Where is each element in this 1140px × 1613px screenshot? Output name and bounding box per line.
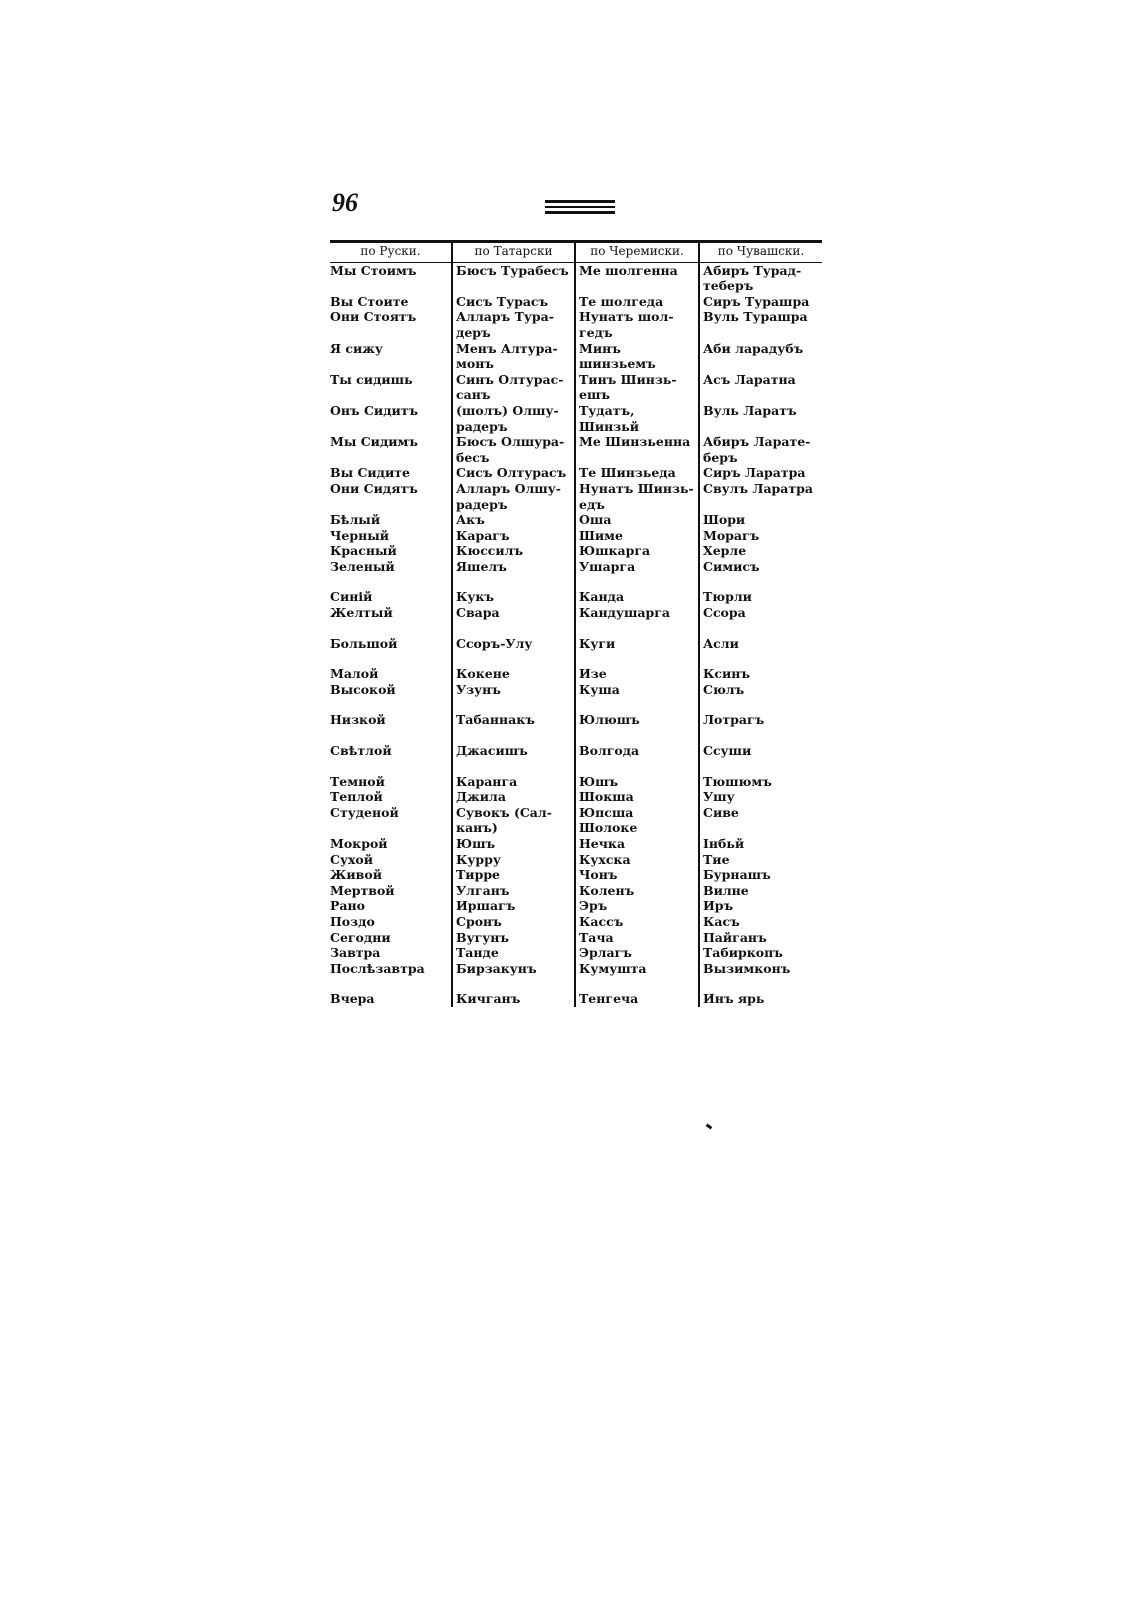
cell-russian: Сухой (330, 851, 374, 867)
cell-cheremis (575, 976, 699, 991)
cell-tatar: Узунъ (452, 682, 575, 698)
cell-russian: Ты сидишь (330, 371, 413, 387)
table-row (330, 666, 822, 682)
cell-russian: Поздо (330, 913, 375, 929)
cell-cheremis: Куги (575, 636, 699, 652)
cell-russian (330, 574, 452, 589)
ink-speck (706, 1124, 713, 1130)
cell-cheremis: Канда (575, 589, 699, 605)
table-row (330, 403, 822, 434)
table-row (330, 465, 822, 481)
cell-chuvash: Тюрли (699, 589, 822, 605)
cell-tatar: Сронъ (452, 914, 575, 930)
cell-chuvash: Сиръ Турашра (699, 294, 822, 310)
cell-tatar: Сисъ Турасъ (452, 294, 575, 310)
cell-cheremis: Юшкарга (575, 543, 699, 559)
table-row (330, 759, 822, 774)
cell-chuvash (699, 621, 822, 636)
table-row (330, 836, 822, 852)
cell-chuvash: Херле (699, 543, 822, 559)
table-row (330, 481, 822, 512)
cell-cheremis: Те Шинзьеда (575, 465, 699, 481)
table-row (330, 898, 822, 914)
cell-cheremis (575, 697, 699, 712)
cell-chuvash: Асъ Ларатна (699, 372, 822, 403)
table-row (330, 574, 822, 589)
cell-cheremis: Чонъ (575, 867, 699, 883)
table-row (330, 682, 822, 698)
cell-cheremis: Шокша (575, 789, 699, 805)
cell-cheremis (575, 651, 699, 666)
cell-russian (330, 728, 452, 743)
cell-russian: Рано (330, 898, 365, 914)
cell-russian: Завтра (330, 945, 381, 961)
cell-chuvash: Тюшюмъ (699, 774, 822, 790)
cell-chuvash (699, 976, 822, 991)
cell-tatar (452, 621, 575, 636)
table-row (330, 341, 822, 372)
cell-cheremis: Куша (575, 682, 699, 698)
cell-cheremis: Шиме (575, 528, 699, 544)
cell-tatar: Свара (452, 605, 575, 621)
cell-tatar (452, 697, 575, 712)
cell-tatar: Алларъ Олшу- радеръ (452, 481, 575, 512)
cell-tatar: Кукъ (452, 589, 575, 605)
cell-tatar: Акъ (452, 512, 575, 528)
cell-chuvash: Лотрагъ (699, 712, 822, 728)
cell-chuvash: Асли (699, 636, 822, 652)
cell-tatar (452, 976, 575, 991)
cell-chuvash: Вилне (699, 883, 822, 899)
table-row (330, 294, 822, 310)
cell-russian: Мы Стоимъ (330, 262, 417, 278)
cell-cheremis (575, 728, 699, 743)
cell-tatar: Бюсъ Олшура- бесъ (452, 434, 575, 465)
header-cheremis: по Черемиски. (575, 243, 699, 262)
cell-tatar: Менъ Алтура- монъ (452, 341, 575, 372)
cell-russian: Послѣзавтра (330, 960, 425, 976)
header-chuvash: по Чувашски. (699, 243, 822, 262)
cell-tatar: Бюсъ Турабесъ (452, 262, 575, 294)
cell-tatar: Иршагъ (452, 898, 575, 914)
cell-russian: Вы Стоите (330, 293, 409, 309)
table-row (330, 651, 822, 666)
cell-chuvash: Абиръ Ларате- беръ (699, 434, 822, 465)
table-row (330, 697, 822, 712)
cell-russian (330, 697, 452, 712)
table-row (330, 712, 822, 728)
cell-cheremis: Ме шолгенна (575, 262, 699, 294)
cell-tatar: Ссоръ-Улу (452, 636, 575, 652)
cell-tatar: Каранга (452, 774, 575, 790)
cell-chuvash: Иръ (699, 898, 822, 914)
cell-chuvash: Вызимконъ (699, 961, 822, 977)
table-row (330, 728, 822, 743)
cell-tatar: Джила (452, 789, 575, 805)
vocabulary-table (330, 243, 822, 1007)
table-row (330, 852, 822, 868)
table-row (330, 945, 822, 961)
cell-russian: Они Сидятъ (330, 480, 418, 496)
cell-cheremis: Ушарга (575, 559, 699, 575)
table-row (330, 372, 822, 403)
cell-cheremis (575, 621, 699, 636)
table-row (330, 930, 822, 946)
cell-tatar: Сувокъ (Сал- канъ) (452, 805, 575, 836)
cell-russian: Желтый (330, 605, 393, 621)
cell-russian: Большой (330, 635, 398, 651)
cell-cheremis: Эръ (575, 898, 699, 914)
cell-cheremis: Тенгеча (575, 991, 699, 1007)
cell-russian (330, 759, 452, 774)
cell-chuvash: Ссуши (699, 743, 822, 759)
cell-tatar (452, 728, 575, 743)
cell-chuvash: Ушу (699, 789, 822, 805)
table-header-row (330, 243, 822, 262)
cell-tatar (452, 759, 575, 774)
cell-cheremis: Ме Шинзьенна (575, 434, 699, 465)
cell-chuvash: Шори (699, 512, 822, 528)
cell-chuvash: Аби ларадубъ (699, 341, 822, 372)
cell-cheremis: Юшъ (575, 774, 699, 790)
cell-cheremis: Нунатъ шол- гедъ (575, 309, 699, 340)
cell-chuvash: Инъ ярь (699, 991, 822, 1007)
cell-cheremis (575, 759, 699, 774)
table-row (330, 636, 822, 652)
cell-russian: Черный (330, 527, 390, 543)
cell-cheremis: Тача (575, 930, 699, 946)
cell-tatar: Юшъ (452, 836, 575, 852)
cell-chuvash (699, 697, 822, 712)
cell-russian (330, 621, 452, 636)
table-row (330, 434, 822, 465)
cell-russian: Теплой (330, 789, 383, 805)
cell-russian (330, 651, 452, 666)
cell-chuvash (699, 728, 822, 743)
cell-chuvash: Ссора (699, 605, 822, 621)
cell-cheremis: Оша (575, 512, 699, 528)
cell-chuvash: Пайганъ (699, 930, 822, 946)
cell-chuvash: Ксинъ (699, 666, 822, 682)
cell-chuvash: Свулъ Ларатра (699, 481, 822, 512)
cell-tatar: Карагъ (452, 528, 575, 544)
vocabulary-table-wrap (330, 240, 822, 1007)
cell-tatar: Сисъ Олтурасъ (452, 465, 575, 481)
cell-russian: Сегодни (330, 929, 391, 945)
cell-cheremis: Юлюшъ (575, 712, 699, 728)
table-row (330, 976, 822, 991)
table-row (330, 621, 822, 636)
cell-chuvash: Симисъ (699, 559, 822, 575)
cell-cheremis: Кухска (575, 852, 699, 868)
cell-cheremis: Нечка (575, 836, 699, 852)
cell-russian: Зеленый (330, 558, 395, 574)
cell-russian: Живой (330, 867, 382, 883)
table-row (330, 743, 822, 759)
table-row (330, 805, 822, 836)
cell-cheremis: Те шолгеда (575, 294, 699, 310)
cell-russian: Красный (330, 543, 397, 559)
cell-russian: Я сижу (330, 340, 383, 356)
table-row (330, 991, 822, 1007)
cell-tatar: Яшелъ (452, 559, 575, 575)
table-body (330, 262, 822, 1007)
page-number: 96 (332, 188, 358, 217)
cell-russian: Мокрой (330, 836, 388, 851)
cell-russian: Они Стоятъ (330, 309, 417, 325)
table-row (330, 262, 822, 294)
cell-chuvash: Сиве (699, 805, 822, 836)
table-row (330, 914, 822, 930)
cell-tatar: Кичганъ (452, 991, 575, 1007)
table-row (330, 961, 822, 977)
cell-tatar (452, 651, 575, 666)
cell-russian: Бѣлый (330, 512, 381, 528)
table-row (330, 867, 822, 883)
cell-tatar: Табаннакъ (452, 712, 575, 728)
cell-chuvash: Бурнашъ (699, 867, 822, 883)
cell-chuvash: Тие (699, 852, 822, 868)
cell-russian: Высокой (330, 681, 396, 697)
cell-chuvash (699, 574, 822, 589)
header-ornament (545, 200, 615, 217)
table-row (330, 589, 822, 605)
cell-cheremis: Коленъ (575, 883, 699, 899)
cell-tatar: Тирре (452, 867, 575, 883)
cell-tatar: Бирзакунъ (452, 961, 575, 977)
cell-chuvash: Вуль Ларатъ (699, 403, 822, 434)
cell-chuvash: Вуль Турашра (699, 309, 822, 340)
cell-russian: Мы Сидимъ (330, 434, 418, 450)
cell-chuvash (699, 651, 822, 666)
cell-tatar: Танде (452, 945, 575, 961)
cell-chuvash: Морагъ (699, 528, 822, 544)
table-row (330, 528, 822, 544)
cell-tatar: Джасишъ (452, 743, 575, 759)
header-russian: по Руски. (330, 243, 452, 262)
table-row (330, 543, 822, 559)
cell-russian (330, 976, 452, 991)
cell-russian: Онъ Сидитъ (330, 402, 419, 418)
cell-cheremis: Изе (575, 666, 699, 682)
table-row (330, 883, 822, 899)
cell-chuvash: Табиркопъ (699, 945, 822, 961)
cell-cheremis: Эрлагъ (575, 945, 699, 961)
cell-russian: Синій (330, 589, 373, 605)
cell-russian: Студеной (330, 804, 399, 820)
cell-cheremis: Кассъ (575, 914, 699, 930)
cell-russian: Вчера (330, 991, 375, 1007)
cell-tatar (452, 574, 575, 589)
table-row (330, 559, 822, 575)
table-row (330, 512, 822, 528)
cell-cheremis: Кандушарга (575, 605, 699, 621)
cell-chuvash: Сиръ Ларатра (699, 465, 822, 481)
cell-russian: Малой (330, 666, 379, 682)
cell-cheremis: Кумушта (575, 961, 699, 977)
table-row (330, 774, 822, 790)
cell-cheremis: Тудатъ, Шинзьй (575, 403, 699, 434)
cell-cheremis: Тинъ Шинзь- ешъ (575, 372, 699, 403)
cell-cheremis: Нунатъ Шинзь- едъ (575, 481, 699, 512)
cell-tatar: Кокене (452, 666, 575, 682)
cell-russian: Свѣтлой (330, 743, 392, 759)
cell-russian: Мертвой (330, 882, 395, 898)
cell-chuvash (699, 759, 822, 774)
cell-cheremis: Волгода (575, 743, 699, 759)
cell-cheremis: Минъ шинзьемъ (575, 341, 699, 372)
cell-cheremis: Юпсша Шолоке (575, 805, 699, 836)
cell-tatar: Алларъ Тура- деръ (452, 309, 575, 340)
cell-tatar: Курру (452, 852, 575, 868)
table-row (330, 309, 822, 340)
cell-russian: Темной (330, 773, 385, 789)
cell-tatar: Улганъ (452, 883, 575, 899)
cell-chuvash: Інбьй (699, 836, 822, 852)
table-row (330, 605, 822, 621)
cell-chuvash: Абиръ Турад- теберъ (699, 262, 822, 294)
cell-chuvash: Сюлъ (699, 682, 822, 698)
cell-tatar: Синъ Олтурас- санъ (452, 372, 575, 403)
cell-russian: Низкой (330, 712, 386, 728)
cell-tatar: (шолъ) Олшу- радеръ (452, 403, 575, 434)
cell-russian: Вы Сидите (330, 465, 410, 481)
cell-tatar: Вугунъ (452, 930, 575, 946)
cell-chuvash: Касъ (699, 914, 822, 930)
cell-tatar: Кюссилъ (452, 543, 575, 559)
cell-cheremis (575, 574, 699, 589)
header-tatar: по Татарски (452, 243, 575, 262)
table-row (330, 789, 822, 805)
